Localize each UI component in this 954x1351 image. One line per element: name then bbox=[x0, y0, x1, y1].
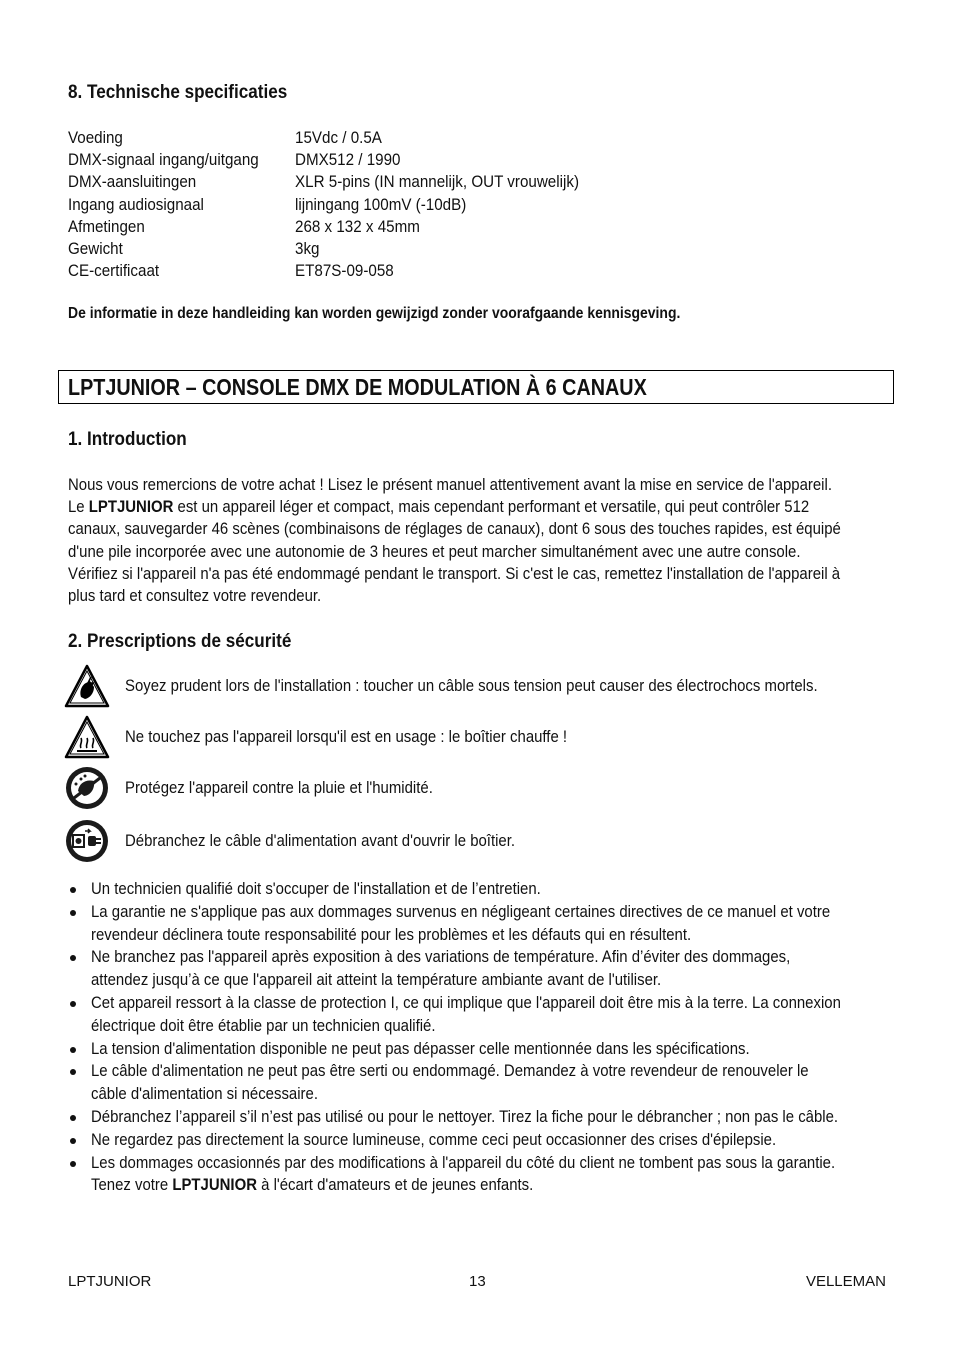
bullet-line: Le câble d'alimentation ne peut pas être serti ou endommagé. Demandez à votre revendeur de renouveler le bbox=[91, 1062, 809, 1081]
list-item bbox=[68, 992, 954, 1038]
spec-value: 268 x 132 x 45mm bbox=[295, 217, 420, 236]
list-item bbox=[68, 1038, 954, 1061]
spec-value: ET87S-09-058 bbox=[295, 262, 394, 281]
change-notice: De informatie in deze handleiding kan worden gewijzigd zonder voorafgaande kennisgeving. bbox=[68, 305, 681, 322]
bullet-line: La tension d'alimentation disponible ne peut pas dépasser celle mentionnée dans les spécifications. bbox=[91, 1039, 750, 1058]
spec-row bbox=[68, 149, 604, 171]
chapter-banner bbox=[58, 370, 894, 404]
bullet-dot bbox=[70, 1138, 76, 1144]
bullet-line: câble d'alimentation si nécessaire. bbox=[91, 1085, 318, 1104]
spec-key: Afmetingen bbox=[68, 217, 145, 236]
spec-key: DMX-signaal ingang/uitgang bbox=[68, 151, 259, 170]
bullet-line: Un technicien qualifié doit s'occuper de l'installation et de l’entretien. bbox=[91, 880, 541, 898]
moisture-protection-icon bbox=[64, 765, 110, 811]
warning-row bbox=[64, 765, 433, 811]
bullet-dot bbox=[70, 910, 76, 916]
bullet-line: Cet appareil ressort à la classe de protection I, ce qui implique que l'appareil doit être mis à la terre. La connexion bbox=[91, 993, 841, 1012]
intro-line: plus tard et consultez votre revendeur. bbox=[68, 587, 322, 606]
list-item bbox=[68, 878, 954, 901]
footer-brand: VELLEMAN bbox=[805, 1273, 886, 1290]
bullet-text: Tenez votre bbox=[91, 1176, 173, 1195]
spec-row bbox=[68, 238, 604, 260]
list-item bbox=[68, 1129, 954, 1152]
spec-key: CE-certificaat bbox=[68, 262, 160, 281]
unplug-power-icon bbox=[64, 818, 110, 864]
footer-product: LPTJUNIOR bbox=[68, 1273, 152, 1290]
spec-key: DMX-aansluitingen bbox=[68, 173, 197, 192]
bullet-line: La garantie ne s'applique pas aux dommages survenus en négligeant certaines directives de ce manuel et votre bbox=[91, 902, 831, 921]
spec-value: XLR 5-pins (IN mannelijk, OUT vrouwelijk) bbox=[295, 173, 580, 192]
spec-table bbox=[68, 127, 604, 282]
list-item bbox=[68, 901, 954, 947]
bullet-line: électrique doit être établie par un technicien qualifié. bbox=[91, 1016, 436, 1035]
intro-paragraph bbox=[68, 474, 883, 607]
spec-key: Ingang audiosignaal bbox=[68, 195, 204, 214]
intro-text: est un appareil léger et compact, mais cependant performant et versatile, qui peut contrôler 512 bbox=[173, 498, 810, 517]
bullet-dot bbox=[70, 1047, 76, 1053]
intro-line: d'une pile incorporée avec une autonomie de 3 heures et peut marcher simultanément avec une autre console. bbox=[68, 542, 801, 561]
spec-row bbox=[68, 127, 604, 149]
bullet-line bbox=[91, 1174, 885, 1197]
bullet-dot bbox=[70, 1069, 76, 1075]
spec-heading: 8. Technische specificaties bbox=[68, 82, 288, 103]
spec-row bbox=[68, 171, 604, 193]
bullet-text: à l'écart d'amateurs et de jeunes enfants. bbox=[256, 1176, 534, 1195]
list-item bbox=[68, 946, 954, 992]
intro-line: Nous vous remercions de votre achat ! Lisez le présent manuel attentivement avant la mise en service de l'appareil. bbox=[68, 476, 832, 494]
spec-key: Gewicht bbox=[68, 240, 123, 259]
electric-shock-warning-icon bbox=[64, 663, 110, 709]
warning-row bbox=[64, 714, 568, 760]
spec-value: 15Vdc / 0.5A bbox=[295, 129, 382, 147]
spec-row bbox=[68, 260, 604, 282]
warning-text: Soyez prudent lors de l'installation : toucher un câble sous tension peut causer des électrochocs mortels. bbox=[125, 676, 818, 695]
intro-heading: 1. Introduction bbox=[68, 429, 187, 450]
warning-row bbox=[64, 663, 818, 709]
chapter-title: LPTJUNIOR – CONSOLE DMX DE MODULATION À 6 CANAUX bbox=[68, 374, 647, 400]
page-number: 13 bbox=[469, 1273, 486, 1290]
spec-key: Voeding bbox=[68, 129, 123, 147]
intro-line bbox=[68, 496, 883, 518]
intro-line: canaux, sauvegarder 46 scènes (combinaisons de réglages de canaux), dont 6 sous des touches rapides, est équipé bbox=[68, 520, 841, 539]
bullet-dot bbox=[70, 955, 76, 961]
list-item bbox=[68, 1106, 954, 1129]
bullet-line: revendeur déclinera toute responsabilité pour les problèmes et les défauts qui en résultent. bbox=[91, 925, 692, 944]
bullet-line: Ne branchez pas l'appareil après exposition à des variations de température. Afin d’éviter des dommages, bbox=[91, 948, 791, 967]
spec-value: lijningang 100mV (-10dB) bbox=[295, 195, 467, 214]
hot-surface-warning-icon bbox=[64, 714, 110, 760]
bullet-line: Les dommages occasionnés par des modifications à l'appareil du côté du client ne tombent pas sous la garantie. bbox=[91, 1153, 836, 1172]
spec-value: 3kg bbox=[295, 240, 320, 259]
product-name: LPTJUNIOR bbox=[172, 1176, 257, 1195]
bullet-dot bbox=[70, 1161, 76, 1167]
warning-row bbox=[64, 818, 516, 864]
warning-text: Débranchez le câble d'alimentation avant d'ouvrir le boîtier. bbox=[125, 831, 516, 850]
spec-row bbox=[68, 216, 604, 238]
safety-heading: 2. Prescriptions de sécurité bbox=[68, 631, 292, 652]
product-name: LPTJUNIOR bbox=[88, 498, 174, 517]
intro-text: Le bbox=[68, 498, 89, 517]
list-item bbox=[68, 1060, 954, 1106]
intro-line: Vérifiez si l'appareil n'a pas été endommagé pendant le transport. Si c'est le cas, remettez l'installation de l'appareil à bbox=[68, 564, 841, 583]
bullet-line: Débranchez l’appareil s’il n’est pas utilisé ou pour le nettoyer. Tirez la fiche pour le débrancher ; non pas le câble. bbox=[91, 1107, 839, 1126]
list-item bbox=[68, 1152, 954, 1198]
bullet-dot bbox=[70, 887, 76, 893]
bullet-line: Ne regardez pas directement la source lumineuse, comme ceci peut occasionner des crises d'épilepsie. bbox=[91, 1130, 777, 1149]
warning-text: Ne touchez pas l'appareil lorsqu'il est en usage : le boîtier chauffe ! bbox=[125, 727, 568, 746]
warning-text: Protégez l'appareil contre la pluie et l'humidité. bbox=[125, 778, 433, 797]
bullet-dot bbox=[70, 1115, 76, 1121]
spec-row bbox=[68, 194, 604, 216]
spec-value: DMX512 / 1990 bbox=[295, 151, 401, 170]
bullet-line: attendez jusqu’à ce que l'appareil ait atteint la température ambiante avant de l'utiliser. bbox=[91, 971, 662, 990]
safety-bullet-list bbox=[68, 878, 954, 1197]
bullet-dot bbox=[70, 1001, 76, 1007]
